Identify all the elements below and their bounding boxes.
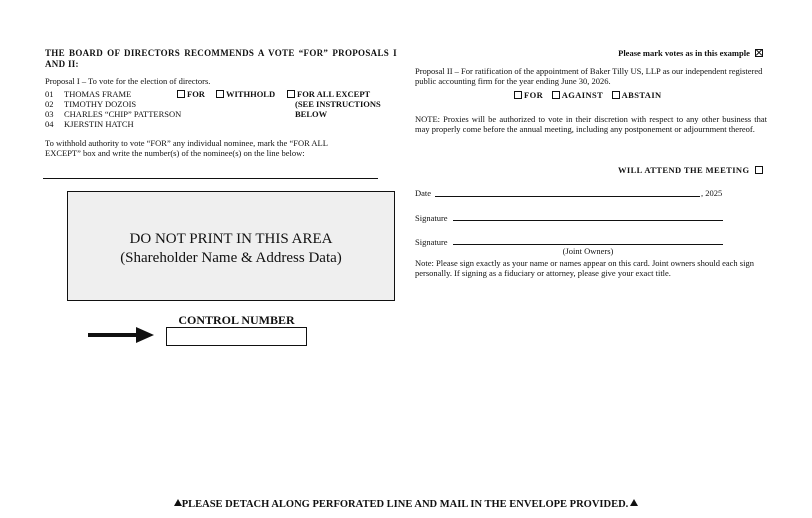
right-arrow-icon: [88, 327, 154, 343]
against-checkbox[interactable]: [552, 91, 560, 99]
control-number-label: CONTROL NUMBER: [178, 313, 295, 327]
board-recommendation-heading: THE BOARD OF DIRECTORS RECOMMENDS A VOTE “FOR” PROPOSALS I AND II:: [45, 48, 397, 69]
abstain-checkbox[interactable]: [612, 91, 620, 99]
for-checkbox[interactable]: [514, 91, 522, 99]
except-instructions-note: (SEE INSTRUCTIONS BELOW: [295, 99, 381, 119]
date-year-suffix: , 2025: [701, 188, 723, 198]
proposal-2-abstain-option[interactable]: ABSTAIN: [612, 90, 662, 100]
vote-withhold-option[interactable]: WITHHOLD: [216, 89, 275, 99]
proposal-2-against-option[interactable]: AGAINST: [552, 90, 603, 100]
proposal-2-options: [514, 90, 662, 100]
for-all-except-checkbox[interactable]: [287, 90, 295, 98]
date-label: Date: [415, 188, 432, 198]
detach-instructions: PLEASE DETACH ALONG PERFORATED LINE AND MAIL IN THE ENVELOPE PROVIDED.: [0, 498, 812, 511]
date-field[interactable]: [435, 196, 700, 197]
nominee-row: 01 THOMAS FRAME: [45, 89, 132, 99]
vote-for-option[interactable]: FOR: [177, 89, 205, 99]
nominee-row: 03 CHARLES “CHIP” PATTERSON: [45, 109, 182, 119]
will-attend-meeting-option[interactable]: WILL ATTEND THE MEETING: [618, 165, 765, 175]
signing-note: Note: Please sign exactly as your name or names appear on this card. Joint owners should each sign personally. If signing as a fiduciary or attorney, please give your exact title.: [415, 258, 754, 278]
nominee-row: 02 TIMOTHY DOZOIS: [45, 99, 137, 109]
joint-owners-caption: (Joint Owners): [562, 246, 614, 256]
withhold-instructions: To withhold authority to vote “FOR” any individual nominee, mark the “FOR ALL EXCEPT” box and write the number(s) of the nominee(s) on the line below:: [45, 138, 328, 158]
proposal-1-label: Proposal I – To vote for the election of directors.: [45, 76, 211, 86]
shareholder-data-placeholder: (Shareholder Name & Address Data): [120, 250, 342, 266]
signature-label: Signature: [415, 213, 448, 223]
proposal-2-for-option[interactable]: FOR: [514, 90, 543, 100]
nominee-number-write-line[interactable]: [43, 178, 378, 179]
for-checkbox[interactable]: [177, 90, 185, 98]
signature-field[interactable]: [453, 220, 723, 221]
do-not-print-heading: DO NOT PRINT IN THIS AREA: [129, 231, 333, 247]
joint-signature-field[interactable]: [453, 244, 723, 245]
will-attend-checkbox[interactable]: [755, 166, 763, 174]
do-not-print-area: [67, 191, 395, 301]
mark-votes-example: Please mark votes as in this example: [618, 48, 765, 58]
nominee-row: 04 KJERSTIN HATCH: [45, 119, 134, 129]
withhold-checkbox[interactable]: [216, 90, 224, 98]
triangle-up-icon: [630, 499, 638, 506]
joint-signature-label: Signature: [415, 237, 448, 247]
vote-for-all-except-option[interactable]: FOR ALL EXCEPT: [287, 89, 370, 99]
control-number-box: [166, 327, 307, 346]
example-marked-checkbox-icon: [755, 49, 763, 57]
proposal-2-label: Proposal II – For ratification of the appointment of Baker Tilly US, LLP as our independent registered public accounting firm for the year ending June 30, 2026.: [415, 66, 763, 86]
triangle-up-icon: [174, 499, 182, 506]
proxies-note: NOTE: Proxies will be authorized to vote in their discretion with respect to any other business that may properly come before the annual meeting, including any postponement or adjournment thereof.: [415, 114, 767, 134]
